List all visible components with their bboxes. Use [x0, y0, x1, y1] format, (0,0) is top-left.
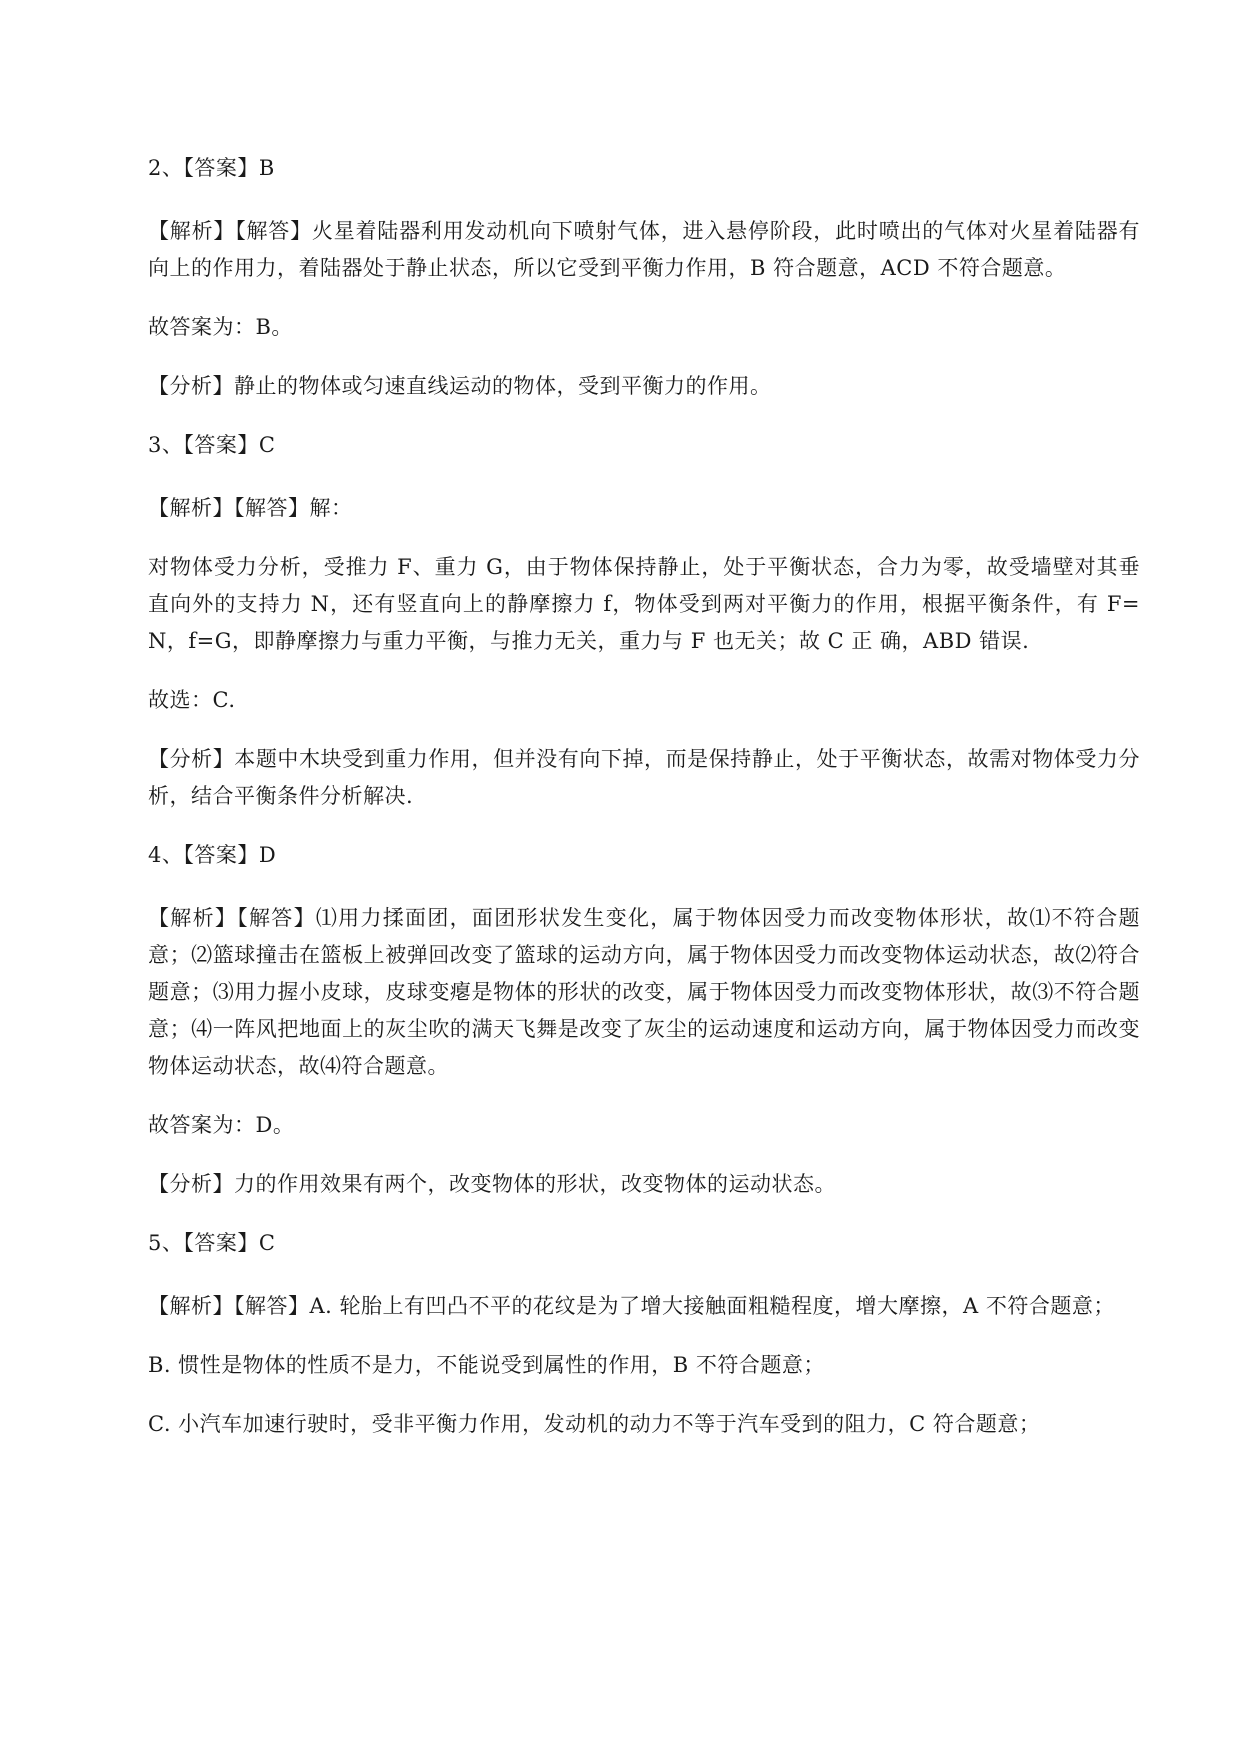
q2-answer: 2、【答案】B — [148, 156, 275, 180]
q2-conclusion: 故答案为：B。 — [148, 315, 293, 339]
q2-summary: 【分析】静止的物体或匀速直线运动的物体，受到平衡力的作用。 — [148, 374, 772, 398]
q3-body: 对物体受力分析，受推力 F、重力 G，由于物体保持静止，处于平衡状态，合力为零，故受墙壁对其垂直向外的支持力 N，还有竖直向上的静摩擦力 f，物体受到两对平衡力的作用，根据平衡条件，有 F=N，f=G，即静摩擦力与重力平衡，与推力无关，重力与 F 也无关；故 C 正 确，ABD 错误. — [148, 555, 1140, 653]
q3-answer: 3、【答案】C — [148, 433, 276, 457]
q5-answer: 5、【答案】C — [148, 1231, 276, 1255]
q3-conclusion: 故选：C. — [148, 688, 236, 712]
document-page — [148, 150, 1140, 1465]
q4-conclusion: 故答案为：D。 — [148, 1113, 295, 1137]
q3-analysis: 【解析】【解答】解： — [148, 496, 353, 520]
q4-analysis: 【解析】【解答】⑴用力揉面团，面团形状发生变化，属于物体因受力而改变物体形状，故⑴不符合题意；⑵篮球撞击在篮板上被弹回改变了篮球的运动方向，属于物体因受力而改变物体运动状态，故⑵符合题意；⑶用力握小皮球，皮球变瘪是物体的形状的改变，属于物体因受力而改变物体形状，故⑶不符合题意；⑷一阵风把地面上的灰尘吹的满天飞舞是改变了灰尘的运动速度和运动方向，属于物体因受力而改变物体运动状态，故⑷符合题意。 — [148, 906, 1140, 1078]
q3-summary: 【分析】本题中木块受到重力作用，但并没有向下掉，而是保持静止，处于平衡状态，故需对物体受力分析，结合平衡条件分析解决. — [148, 747, 1140, 808]
q4-answer: 4、【答案】D — [148, 843, 277, 867]
q4-summary: 【分析】力的作用效果有两个，改变物体的形状，改变物体的运动状态。 — [148, 1172, 836, 1196]
q5-option-c: C. 小汽车加速行驶时，受非平衡力作用，发动机的动力不等于汽车受到的阻力，C 符合题意； — [148, 1412, 1041, 1436]
q2-analysis: 【解析】【解答】火星着陆器利用发动机向下喷射气体，进入悬停阶段，此时喷出的气体对火星着陆器有向上的作用力，着陆器处于静止状态，所以它受到平衡力作用，B 符合题意，ACD 不符合题意。 — [148, 219, 1140, 280]
q5-analysis: 【解析】【解答】A. 轮胎上有凹凸不平的花纹是为了增大接触面粗糙程度，增大摩擦，A 不符合题意； — [148, 1294, 1115, 1318]
q5-option-b: B. 惯性是物体的性质不是力，不能说受到属性的作用，B 不符合题意； — [148, 1353, 825, 1377]
